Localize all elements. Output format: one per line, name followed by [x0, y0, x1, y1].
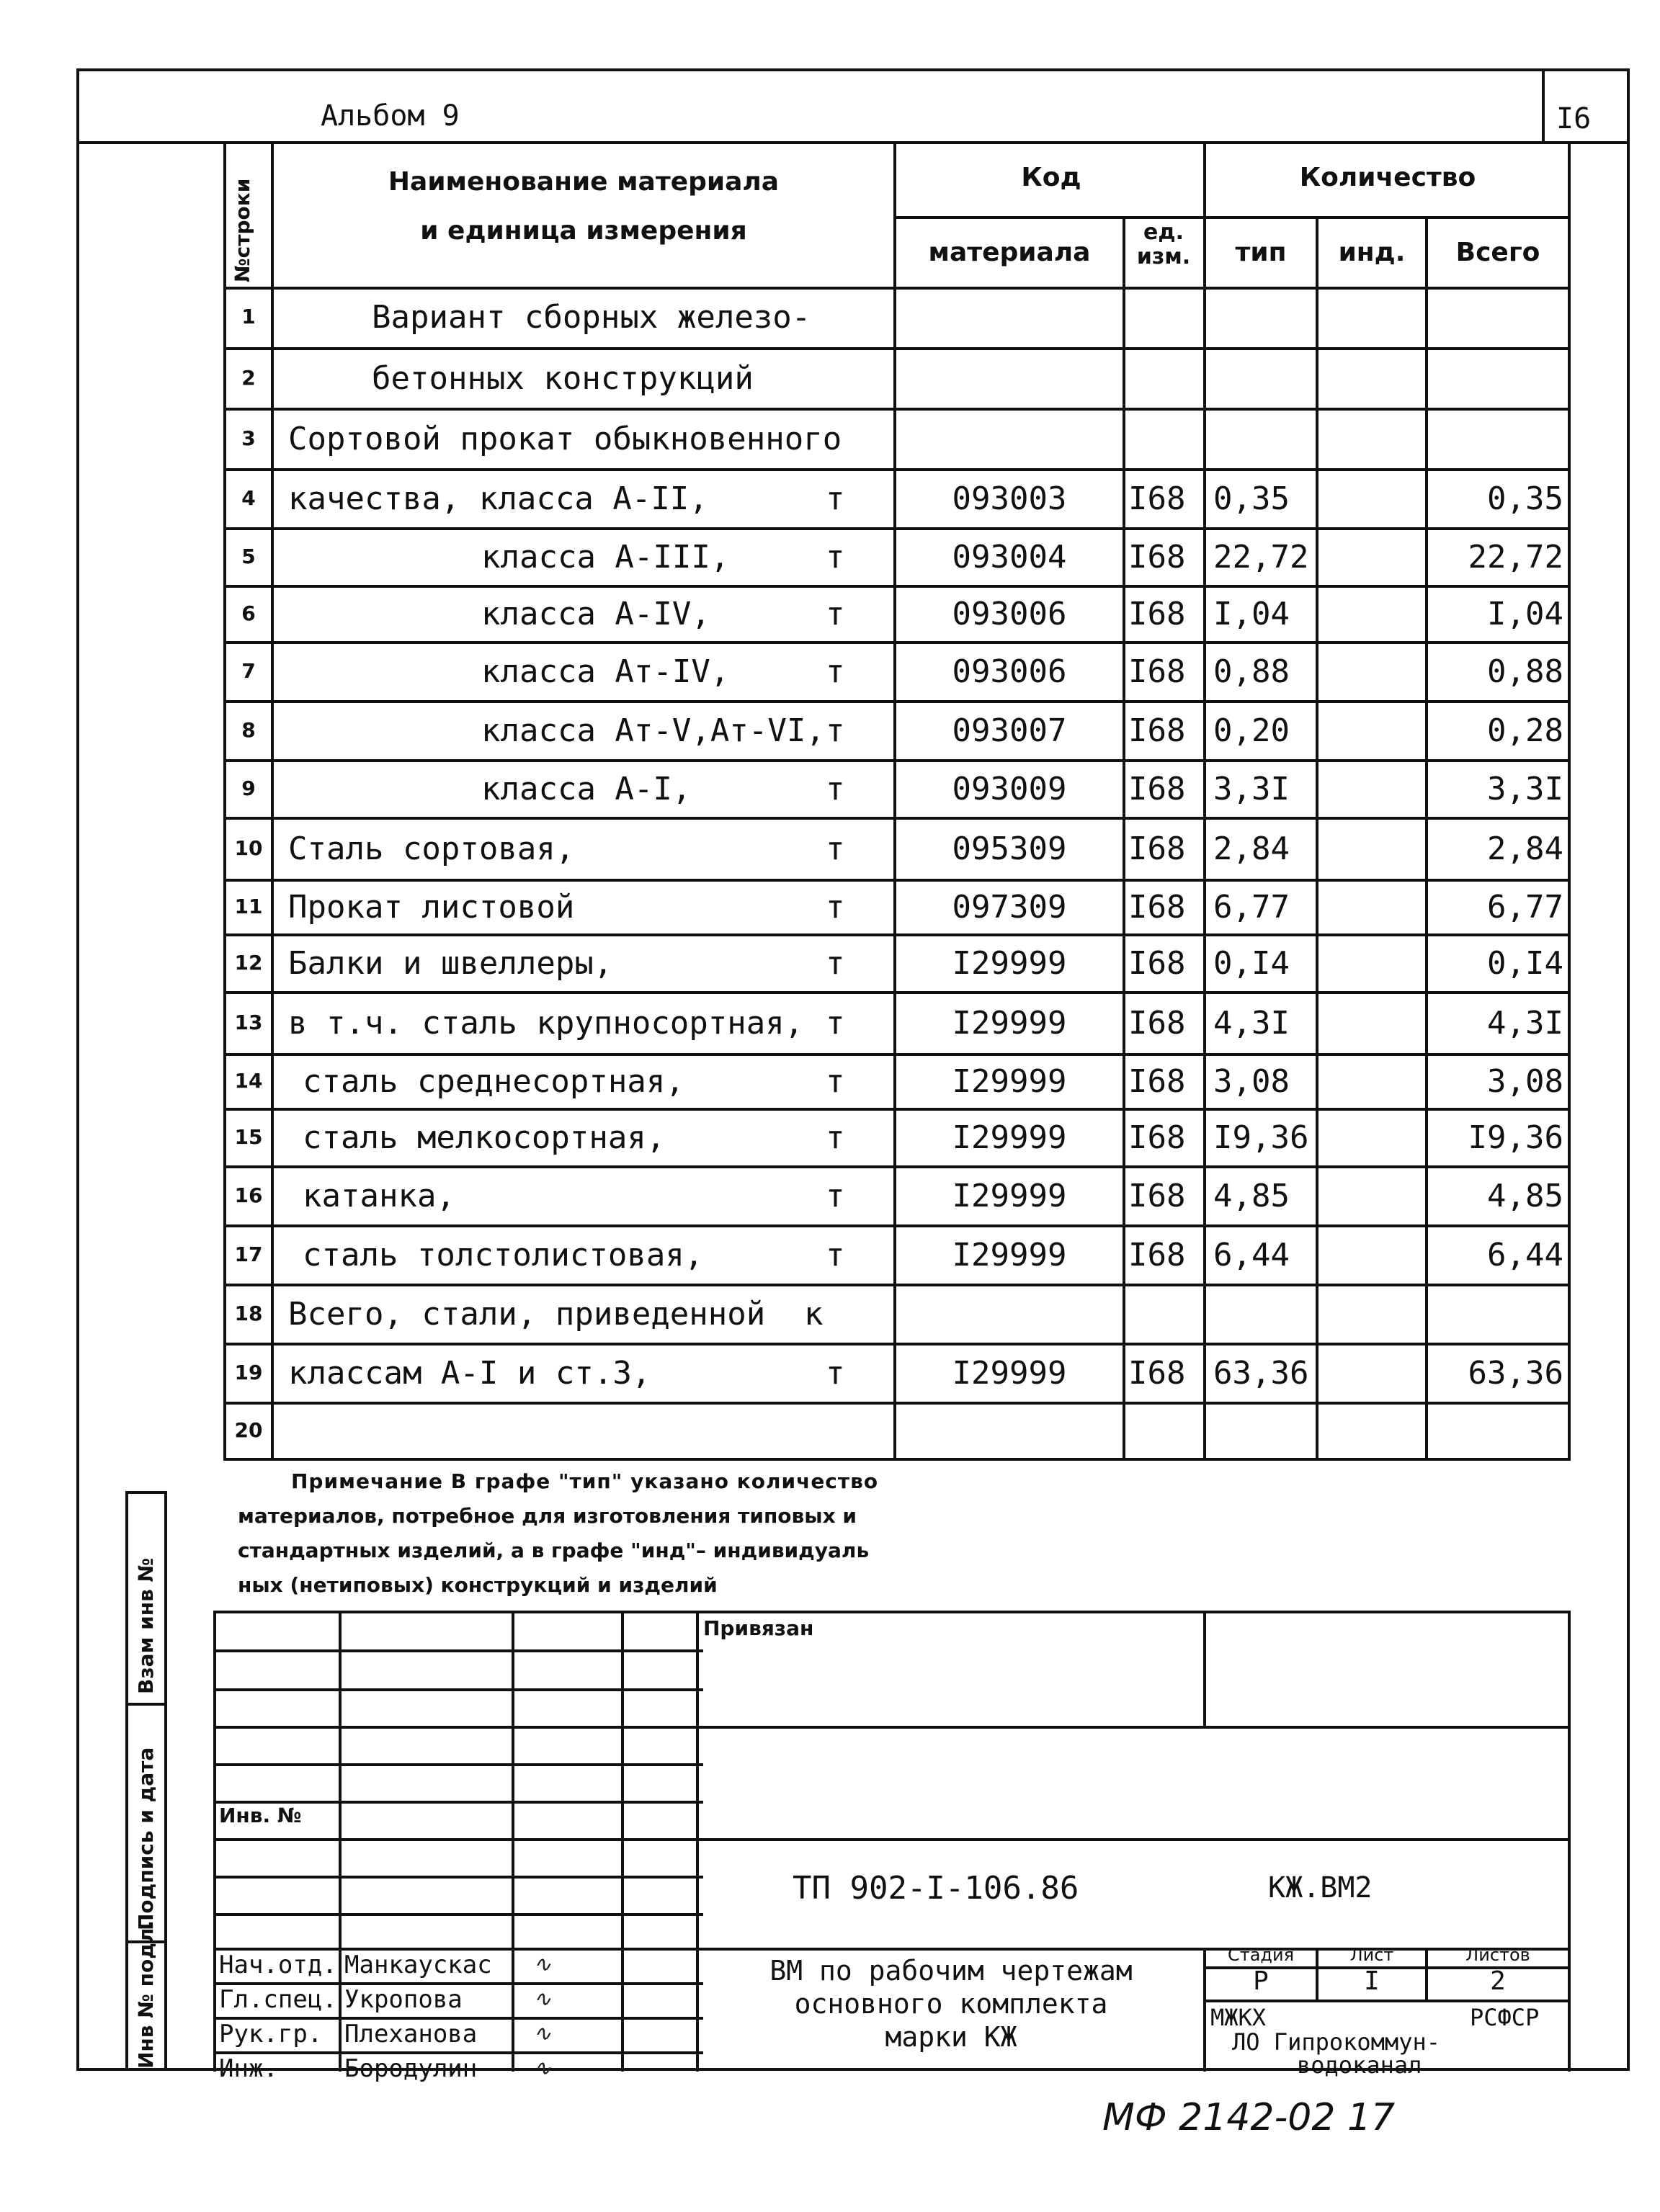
material-code: 093007	[952, 712, 1067, 749]
stamp-line-6	[213, 1838, 1571, 1841]
unit-code: I68	[1128, 1237, 1186, 1273]
qty-total: 4,85	[1487, 1178, 1563, 1214]
doc-mark: КЖ.ВМ2	[1268, 1871, 1373, 1904]
row-line	[223, 991, 1571, 994]
col-divider-ind	[1316, 216, 1318, 1459]
material-name: сталь толстолистовая,	[303, 1237, 704, 1273]
material-name: Сталь сортовая,	[288, 830, 575, 867]
row-line	[223, 1053, 1571, 1056]
material-name: класса А-III,	[481, 539, 730, 576]
archive-mark: МФ 2142-02 17	[1102, 2096, 1396, 2139]
col-header-name-1: Наименование материала	[388, 167, 780, 197]
qty-type: 3,08	[1213, 1063, 1290, 1100]
row-line	[223, 759, 1571, 762]
col-header-name-2: и единица измерения	[420, 216, 747, 246]
unit: т	[826, 1355, 845, 1392]
row-line	[223, 1458, 1571, 1461]
material-name: Всего, стали, приведенной	[288, 1296, 766, 1333]
row-number: 12	[234, 951, 263, 975]
material-name: класса Ат-V,Ат-VI,	[481, 712, 825, 749]
unit: т	[826, 539, 845, 576]
qty-type: 22,72	[1213, 539, 1309, 576]
row-number: 14	[234, 1069, 263, 1093]
stamp-right-border	[1568, 1611, 1571, 2072]
stamp-col-1	[339, 1611, 342, 2072]
side-label-inv-podl: Инв № подл.	[134, 1920, 158, 2069]
signature-mark: ∿	[533, 1987, 552, 2012]
side-strip-right	[164, 1491, 167, 2071]
signature-mark: ∿	[533, 2021, 552, 2046]
stamp-line-7	[213, 1876, 703, 1879]
unit-code: I68	[1128, 771, 1186, 807]
qty-total: 0,I4	[1487, 945, 1563, 982]
material-name: сталь мелкосортная,	[303, 1119, 666, 1156]
qty-total: 6,77	[1487, 889, 1563, 926]
note-line-2: материалов, потребное для изготовления типовых и	[238, 1504, 857, 1528]
note-line-4: ных (нетиповых) конструкций и изделий	[238, 1573, 718, 1597]
unit: т	[826, 1119, 845, 1156]
material-name: классам А-I и ст.3,	[288, 1355, 651, 1392]
unit-code: I68	[1128, 653, 1186, 690]
qty-type: I,04	[1213, 596, 1290, 632]
side-label-vzam: Взам инв №	[134, 1557, 158, 1694]
side-label-podpis: Подпись и дата	[134, 1747, 158, 1930]
col-header-qty-ind: инд.	[1338, 238, 1406, 267]
stamp-line-2	[213, 1688, 703, 1691]
material-code: I29999	[952, 945, 1067, 982]
qty-type: 4,3I	[1213, 1005, 1290, 1042]
material-code: 095309	[952, 830, 1067, 867]
row-line	[223, 1284, 1571, 1286]
material-name: класса А-IV,	[481, 596, 710, 632]
material-code: 093003	[952, 480, 1067, 517]
row-line	[223, 527, 1571, 530]
side-strip-left	[125, 1491, 128, 2071]
stamp-person-name: Плеханова	[344, 2020, 478, 2048]
qty-type: 63,36	[1213, 1355, 1309, 1392]
row-line	[223, 1224, 1571, 1227]
stamp-person-name: Манкаускас	[344, 1951, 492, 1979]
qty-total: 4,3I	[1487, 1005, 1563, 1042]
material-code: 093006	[952, 653, 1067, 690]
col-header-qty-total: Всего	[1455, 238, 1540, 267]
row-number: 13	[234, 1011, 263, 1034]
qty-type: 0,20	[1213, 712, 1290, 749]
col-header-code-material: материала	[928, 238, 1091, 267]
row-number: 2	[241, 366, 256, 390]
header-divider	[76, 141, 1630, 144]
note-bottom-line	[213, 1611, 1571, 1613]
qty-total: 63,36	[1468, 1355, 1563, 1392]
row-line	[223, 347, 1571, 350]
row-line	[223, 933, 1571, 936]
row-line	[223, 585, 1571, 588]
unit: т	[826, 889, 845, 926]
row-line	[223, 1402, 1571, 1405]
unit: к	[804, 1296, 824, 1333]
col-header-code: Код	[1021, 163, 1081, 192]
stamp-person-name: Бородулин	[344, 2054, 478, 2083]
table-right-border	[1568, 141, 1571, 1459]
unit: т	[826, 480, 845, 517]
unit-code: I68	[1128, 1119, 1186, 1156]
col-header-row-no: №строки	[231, 178, 254, 282]
stamp-title-1: ВМ по рабочим чертежам	[769, 1955, 1133, 1987]
qty-total: 0,88	[1487, 653, 1563, 690]
unit: т	[826, 1178, 845, 1214]
unit: т	[826, 945, 845, 982]
row-number: 11	[234, 895, 263, 918]
stamp-line-3	[213, 1726, 1571, 1729]
qty-type: 3,3I	[1213, 771, 1290, 807]
row-number: 19	[234, 1361, 263, 1384]
qty-type: 2,84	[1213, 830, 1290, 867]
material-name: Балки и швеллеры,	[288, 945, 613, 982]
unit: т	[826, 1063, 845, 1100]
material-code: I29999	[952, 1178, 1067, 1214]
qty-total: 3,08	[1487, 1063, 1563, 1100]
col-header-qty-type: тип	[1235, 238, 1287, 267]
note-line-3: стандартных изделий, а в графе "инд"– индивидуаль	[238, 1539, 870, 1562]
stamp-col-2	[512, 1611, 514, 2072]
row-number: 20	[234, 1418, 263, 1442]
stadia-label: Стадия	[1227, 1945, 1295, 1965]
row-number: 18	[234, 1302, 263, 1325]
org-republic: РСФСР	[1470, 2004, 1540, 2031]
col-header-code-unit: ед. изм.	[1136, 220, 1191, 269]
unit: т	[826, 596, 845, 632]
unit-code: I68	[1128, 480, 1186, 517]
stamp-privyazan-split	[1203, 1611, 1206, 1727]
doc-code: ТП 902-I-106.86	[793, 1870, 1079, 1907]
unit-code: I68	[1128, 889, 1186, 926]
material-code: 093009	[952, 771, 1067, 807]
album-label: Альбом 9	[321, 99, 460, 133]
header-bottom-line	[223, 287, 1571, 290]
unit-code: I68	[1128, 1063, 1186, 1100]
stamp-title-3: марки КЖ	[885, 2021, 1017, 2053]
unit: т	[826, 1005, 845, 1042]
material-code: I29999	[952, 1063, 1067, 1100]
row-number: 16	[234, 1183, 263, 1207]
unit-code: I68	[1128, 1355, 1186, 1392]
material-code: I29999	[952, 1237, 1067, 1273]
col-divider-ed	[1123, 216, 1125, 1459]
unit-code: I68	[1128, 596, 1186, 632]
material-name: бетонных конструкций	[372, 360, 754, 397]
qty-type: 6,77	[1213, 889, 1290, 926]
note-line-1: Примечание В графе "тип" указано количество	[291, 1469, 879, 1493]
material-name: Сортовой прокат обыкновенного	[288, 421, 842, 457]
signature-mark: ∿	[533, 1952, 552, 1977]
material-name: класса Ат-IV,	[481, 653, 730, 690]
stamp-stage-value-line	[1203, 2000, 1571, 2002]
side-strip-top	[125, 1491, 167, 1494]
row-line	[223, 1108, 1571, 1111]
material-code: 093004	[952, 539, 1067, 576]
sheet-number-divider	[1542, 68, 1545, 143]
listov-label: Листов	[1465, 1945, 1530, 1965]
qty-type: I9,36	[1213, 1119, 1309, 1156]
row-line	[223, 700, 1571, 703]
org-ministry: МЖКХ	[1210, 2004, 1267, 2031]
qty-total: 0,35	[1487, 480, 1563, 517]
qty-type: 0,88	[1213, 653, 1290, 690]
material-name: катанка,	[303, 1178, 455, 1214]
row-number: 6	[241, 601, 256, 625]
qty-type: 0,35	[1213, 480, 1290, 517]
qty-total: 0,28	[1487, 712, 1563, 749]
material-name: качества, класса А-II,	[288, 480, 708, 517]
stamp-title-2: основного комплекта	[794, 1988, 1108, 2020]
stamp-left-border	[213, 1611, 216, 2072]
row-number: 10	[234, 836, 263, 860]
stamp-role: Нач.отд.	[219, 1951, 337, 1979]
signature-mark: ∿	[533, 2056, 552, 2081]
row-number: 4	[241, 486, 256, 510]
header-sub-divider	[893, 216, 1571, 219]
row-line	[223, 817, 1571, 820]
row-number: 5	[241, 545, 256, 568]
qty-total: 6,44	[1487, 1237, 1563, 1273]
material-name: класса А-I,	[481, 771, 692, 807]
material-code: I29999	[952, 1005, 1067, 1042]
row-line	[223, 1343, 1571, 1345]
row-line	[223, 408, 1571, 411]
row-line	[223, 468, 1571, 471]
col-divider-qty	[1203, 141, 1206, 1459]
row-line	[223, 879, 1571, 882]
material-code: I29999	[952, 1119, 1067, 1156]
qty-type: 0,I4	[1213, 945, 1290, 982]
side-strip-div-1	[125, 1703, 167, 1706]
qty-type: 6,44	[1213, 1237, 1290, 1273]
col-header-qty: Количество	[1299, 163, 1476, 192]
org-name-2: водоканал	[1297, 2051, 1422, 2079]
unit-code: I68	[1128, 712, 1186, 749]
qty-total: I9,36	[1468, 1119, 1563, 1156]
material-name: Вариант сборных железо-	[372, 299, 811, 336]
stadia-value: Р	[1253, 1966, 1269, 1996]
unit: т	[826, 712, 845, 749]
material-code: I29999	[952, 1355, 1067, 1392]
unit: т	[826, 653, 845, 690]
privyazan-label: Привязан	[703, 1616, 814, 1640]
material-name: в т.ч. сталь крупносортная,	[288, 1005, 804, 1042]
org-name-1: ЛО Гипрокоммун-	[1232, 2028, 1440, 2056]
row-number: 7	[241, 659, 256, 683]
material-code: 097309	[952, 889, 1067, 926]
qty-total: 22,72	[1468, 539, 1563, 576]
sheet-number: I6	[1556, 102, 1592, 135]
unit-code: I68	[1128, 945, 1186, 982]
qty-total: 2,84	[1487, 830, 1563, 867]
row-number: 17	[234, 1242, 263, 1266]
unit: т	[826, 830, 845, 867]
unit-code: I68	[1128, 539, 1186, 576]
stamp-line-1	[213, 1649, 703, 1652]
stamp-role: Инж.	[219, 2054, 278, 2083]
row-number: 9	[241, 776, 256, 800]
row-line	[223, 1165, 1571, 1168]
unit: т	[826, 1237, 845, 1273]
row-number: 3	[241, 426, 256, 450]
inv-no-label: Инв. №	[219, 1804, 302, 1827]
material-code: 093006	[952, 596, 1067, 632]
row-number: 15	[234, 1125, 263, 1149]
qty-total: I,04	[1487, 596, 1563, 632]
stamp-line-4	[213, 1763, 703, 1766]
col-divider-total	[1425, 216, 1428, 1459]
row-line	[223, 641, 1571, 644]
qty-type: 4,85	[1213, 1178, 1290, 1214]
unit-code: I68	[1128, 1178, 1186, 1214]
stamp-role: Гл.спец.	[219, 1985, 337, 2014]
stamp-role: Рук.гр.	[219, 2020, 323, 2048]
row-number: 8	[241, 718, 256, 742]
listov-value: 2	[1490, 1966, 1506, 1996]
stamp-line-8	[213, 1913, 703, 1916]
qty-total: 3,3I	[1487, 771, 1563, 807]
list-label: Лист	[1349, 1945, 1394, 1965]
stamp-person-name: Укропова	[344, 1985, 463, 2014]
row-number: 1	[241, 305, 256, 328]
col-divider-name	[271, 141, 274, 1459]
list-value: I	[1364, 1966, 1380, 1996]
unit: т	[826, 771, 845, 807]
material-name: сталь среднесортная,	[303, 1063, 684, 1100]
material-name: Прокат листовой	[288, 889, 575, 926]
unit-code: I68	[1128, 1005, 1186, 1042]
unit-code: I68	[1128, 830, 1186, 867]
stamp-col-3	[621, 1611, 624, 2072]
